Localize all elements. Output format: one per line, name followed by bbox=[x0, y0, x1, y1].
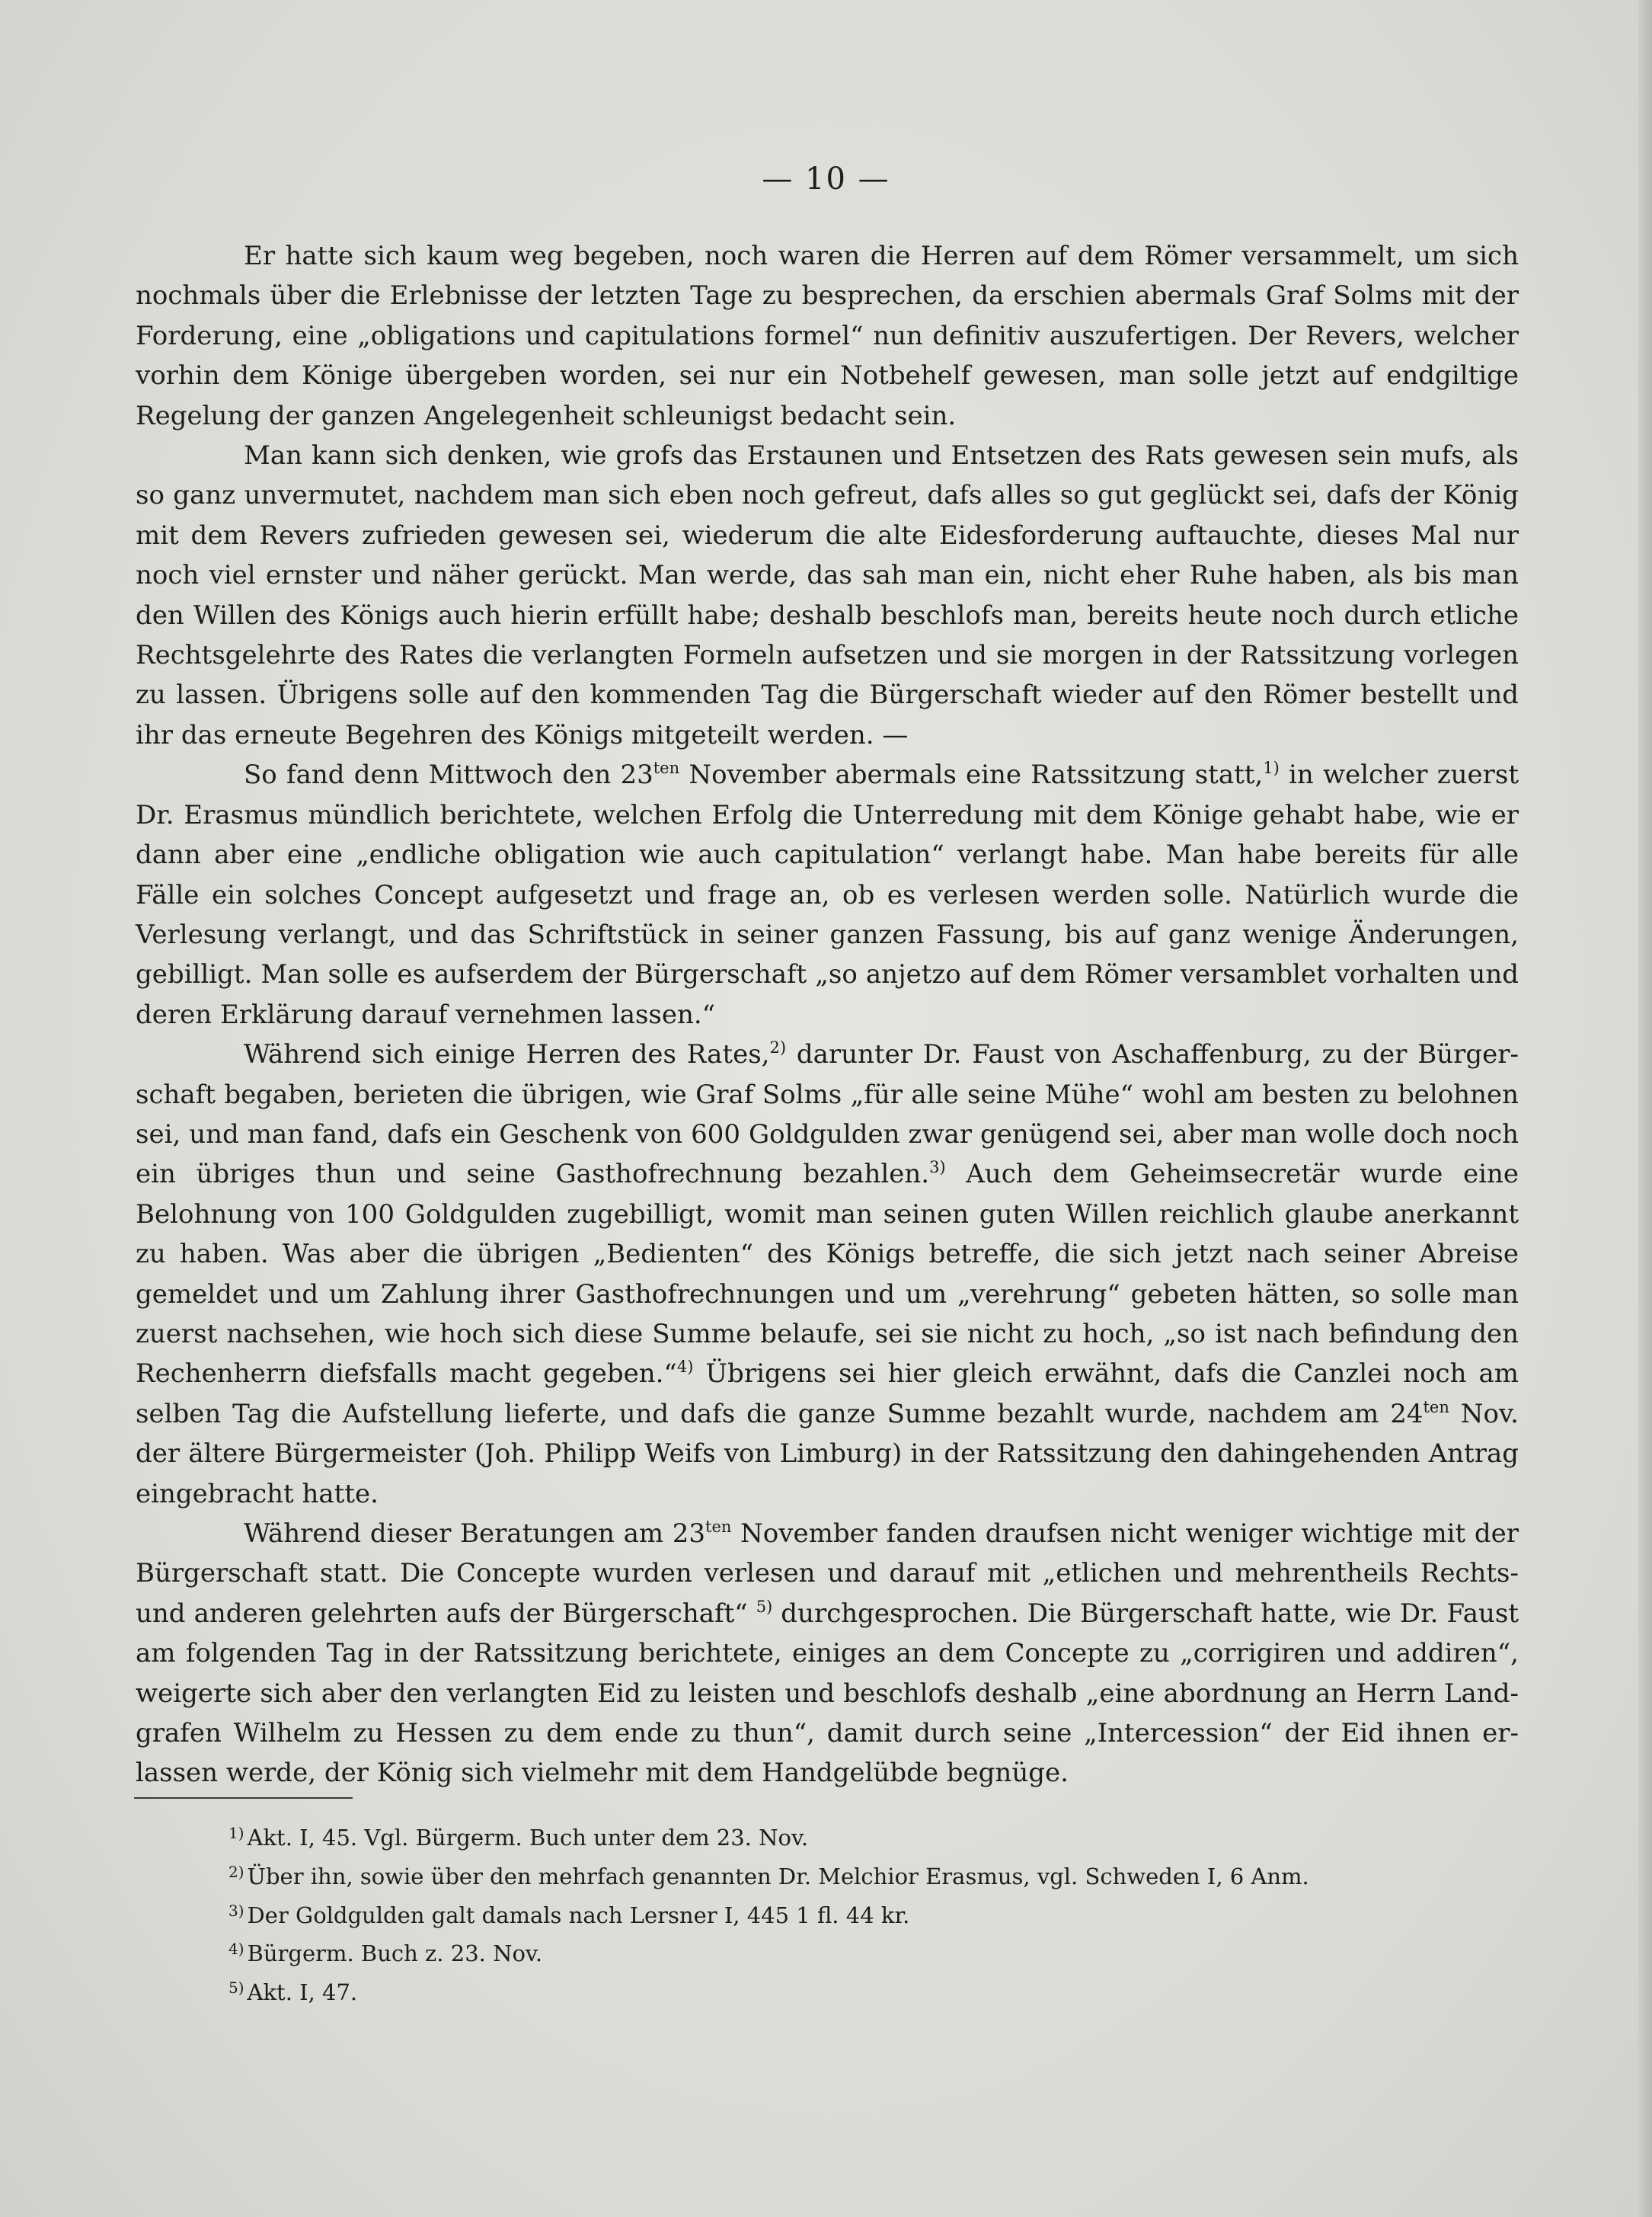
footnote bbox=[228, 1932, 1523, 1971]
paragraph bbox=[136, 236, 1519, 436]
paragraph-text: durchgesprochen. Die Bürgerschaft hatte, wie Dr. Faust am folgenden Tag in der Ratssitzung berichtete, einiges an dem Concepte zu „corrigiren und addiren“, weigerte sich aber den verlangten Eid zu leisten und beschlofs deshalb „eine abordnung an Herrn Landgrafen Wilhelm zu Hessen zu dem ende zu thun“, damit durch seine „Intercession“ der Eid ihnen erlassen werde, der König sich vielmehr mit dem Handgelübde begnüge. bbox=[136, 1598, 1519, 1789]
footnote-mark: 5) bbox=[228, 1979, 244, 1998]
superscript: ten bbox=[705, 1518, 732, 1536]
paragraph-text: Während dieser Beratungen am 23 bbox=[244, 1518, 705, 1549]
footnote bbox=[228, 1855, 1523, 1894]
superscript: 4) bbox=[676, 1358, 694, 1377]
page-edge-shadow bbox=[1638, 0, 1652, 2217]
footnote-text: Über ihn, sowie über den mehrfach genannten Dr. Melchior Erasmus, vgl. Schweden I, 6 Anm. bbox=[247, 1863, 1309, 1889]
footnote-mark: 2) bbox=[228, 1862, 244, 1881]
footnote bbox=[228, 1816, 1523, 1855]
footnotes bbox=[228, 1816, 1523, 2010]
footnote-mark: 3) bbox=[228, 1901, 244, 1920]
paragraph-text: Während sich einige Herren des Rates, bbox=[244, 1039, 770, 1070]
footnote-text: Bürgerm. Buch z. 23. Nov. bbox=[247, 1940, 543, 1967]
paragraph-text: Übrigens sei hier gleich erwähnt, dafs die Canzlei noch am selben Tag die Aufstellung lieferte, und dafs die ganze Summe bezahlt wurde, nachdem am 24 bbox=[136, 1358, 1519, 1429]
paragraph bbox=[136, 755, 1519, 1035]
superscript: 5) bbox=[756, 1597, 773, 1616]
superscript: 2) bbox=[769, 1038, 787, 1057]
footnote-divider bbox=[134, 1797, 353, 1799]
footnote bbox=[228, 1971, 1523, 2010]
superscript: ten bbox=[653, 759, 680, 778]
paragraph-text: darunter Dr. Faust von Aschaffenburg, zu der Bürgerschaft begaben, berieten die übrigen, wie Graf Solms „für alle seine Mühe“ wohl am besten zu belohnen sei, und man fand, dafs ein Geschenk von 600 Goldgulden zwar genügend sei, aber man wolle doch noch ein übriges thun und seine Gasthofrechnung bezahlen. bbox=[136, 1039, 1519, 1190]
paragraph-text: November fanden draufsen nicht weniger wichtige mit der Bürgerschaft statt. Die Concepte wurden verlesen und darauf mit „etlichen und mehrentheils Rechts- und anderen gelehrten aufs der Bürgerschaft“ bbox=[136, 1518, 1519, 1629]
paragraph-text: Auch dem Geheimsecretär wurde eine Belohnung von 100 Goldgulden zugebilligt, womit man seinen guten Willen reichlich glaube anerkannt zu haben. Was aber die übrigen „Bedienten“ des Königs betreffe, die sich jetzt nach seiner Abreise gemeldet und um Zahlung ihrer Gasthofrechnungen und um „verehrung“ gebeten hätten, so solle man zuerst nachsehen, wie hoch sich diese Summe belaufe, sei sie nicht zu hoch, „so ist nach befindung den Rechenherrn diefsfalls macht gegeben.“ bbox=[136, 1159, 1519, 1390]
paragraph bbox=[136, 436, 1519, 755]
footnote-text: Akt. I, 47. bbox=[247, 1979, 358, 2006]
footnote bbox=[228, 1894, 1523, 1933]
footnote-mark: 1) bbox=[228, 1824, 244, 1842]
paragraph-text: Er hatte sich kaum weg begeben, noch waren die Herren auf dem Römer versammelt, um sich nochmals über die Erlebnisse der letzten Tage zu besprechen, da erschien abermals Graf Solms mit der Forderung, eine „obligations und capitulations formel“ nun definitiv auszufertigen. Der Revers, welcher vorhin dem Könige übergeben worden, sei nur ein Notbehelf gewesen, man solle jetzt auf endgiltige Regelung der ganzen Angelegenheit schleunigst bedacht sein. bbox=[136, 241, 1519, 431]
superscript: ten bbox=[1423, 1397, 1449, 1416]
superscript: 3) bbox=[929, 1158, 946, 1177]
paragraph-text: November abermals eine Ratssitzung statt, bbox=[679, 760, 1264, 791]
footnote-text: Der Goldgulden galt damals nach Lersner I, 445 1 fl. 44 kr. bbox=[247, 1902, 910, 1928]
paragraph-text: Man kann sich denken, wie grofs das Erstaunen und Entsetzen des Rats gewesen sein mufs, als so ganz unvermutet, nachdem man sich eben noch gefreut, dafs alles so gut geglückt sei, dafs der König mit dem Revers zufrieden gewesen sei, wiederum die alte Eidesforderung auftauchte, dieses Mal nur noch viel ernster und näher gerückt. Man werde, das sah man ein, nicht eher Ruhe haben, als bis man den Willen des Königs auch hierin erfüllt habe; deshalb beschlofs man, bereits heute noch durch etliche Rechtsgelehrte des Rates die verlangten Formeln aufsetzen und sie morgen in der Ratssitzung vorlegen zu lassen. Übrigens solle auf den kommenden Tag die Bürgerschaft wieder auf den Römer bestellt und ihr das erneute Begehren des Königs mitgeteilt werden. — bbox=[136, 440, 1519, 750]
paragraph-text: in welcher zuerst Dr. Erasmus mündlich berichtete, welchen Erfolg die Unterredung mit dem Könige gehabt habe, wie er dann aber eine „endliche obligation wie auch capitulation“ verlangt habe. Man habe bereits für alle Fälle ein solches Concept aufgesetzt und frage an, ob es verlesen werden solle. Natürlich wurde die Verlesung verlangt, und das Schriftstück in seiner ganzen Fassung, bis auf ganz wenige Änderungen, gebilligt. Man solle es aufserdem der Bürgerschaft „so anjetzo auf dem Römer versamblet vorhalten und deren Erklärung darauf vernehmen lassen.“ bbox=[136, 760, 1519, 1030]
superscript: 1) bbox=[1263, 759, 1280, 778]
body-text bbox=[136, 236, 1519, 1793]
paragraph-text: So fand denn Mittwoch den 23 bbox=[244, 760, 653, 791]
footnote-mark: 4) bbox=[228, 1940, 244, 1959]
page-number: — 10 — bbox=[762, 162, 890, 197]
paragraph-text: Nov. der ältere Bürgermeister (Joh. Philipp Weifs von Limburg) in der Ratssitzung den dahingehenden Antrag eingebracht hatte. bbox=[136, 1398, 1519, 1509]
paragraph bbox=[136, 1514, 1519, 1793]
paragraph bbox=[136, 1035, 1519, 1514]
footnote-text: Akt. I, 45. Vgl. Bürgerm. Buch unter dem 23. Nov. bbox=[247, 1825, 809, 1851]
